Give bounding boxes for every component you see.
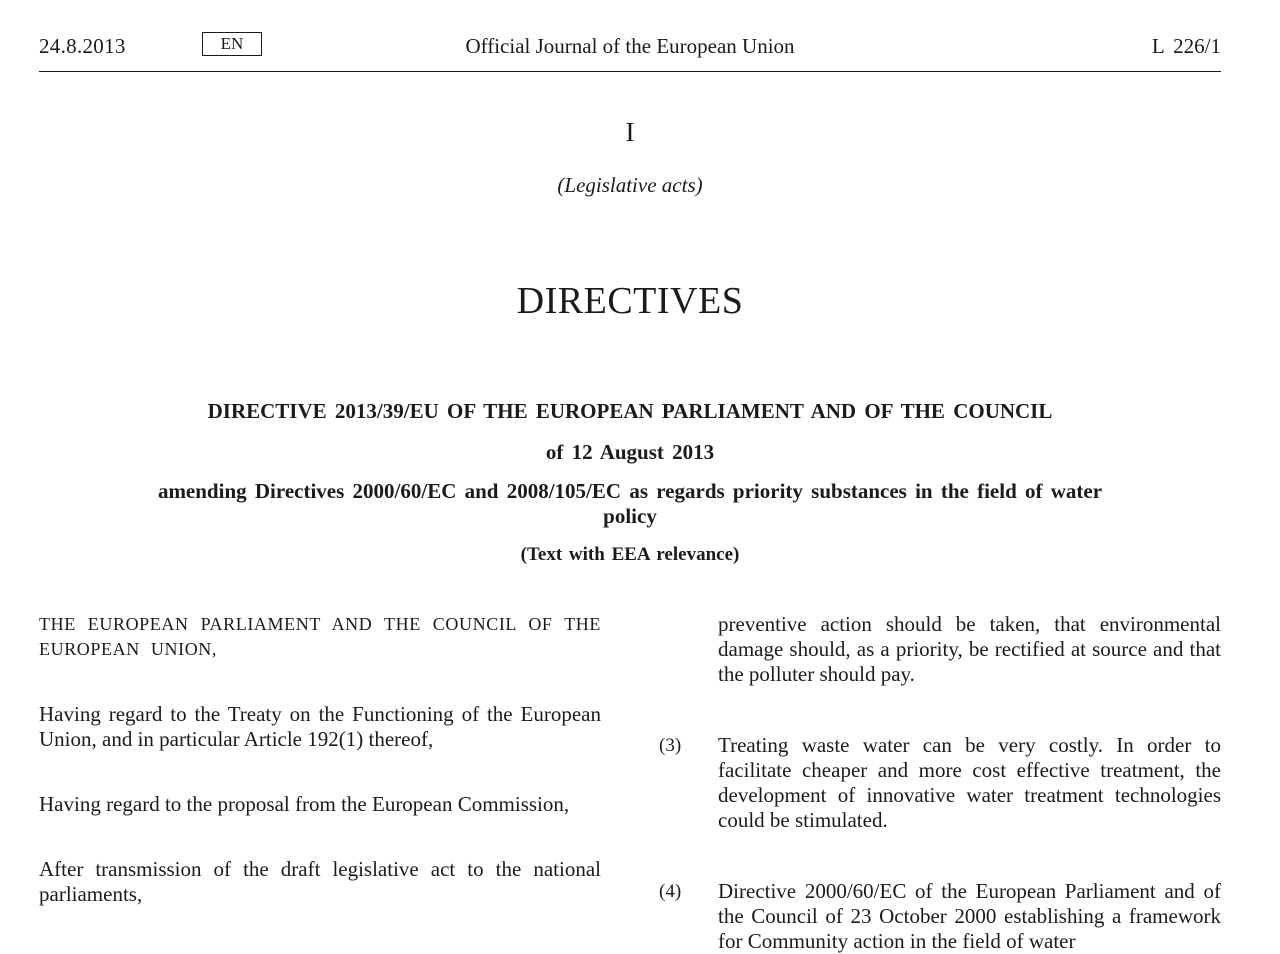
left-column <box>39 612 601 907</box>
right-column <box>659 612 1221 954</box>
section-heading: DIRECTIVES <box>516 280 744 322</box>
directive-date: of 12 August 2013 <box>545 440 715 464</box>
section-numeral: I <box>625 117 635 147</box>
recital-text: preventive action should be taken, that environmental damage should, as a priority, be rectified at source and that the polluter should pay. <box>718 612 1221 686</box>
recital-number: (4) <box>659 881 682 902</box>
journal-title: Official Journal of the European Union <box>465 34 795 58</box>
page-reference: L 226/1 <box>1151 34 1221 58</box>
recital-continuation <box>659 612 1221 687</box>
publication-date: 24.8.2013 <box>39 34 126 58</box>
citation-paragraph: Having regard to the proposal from the European Commission, <box>39 792 570 816</box>
directive-title: DIRECTIVE 2013/39/EU OF THE EUROPEAN PARLIAMENT AND OF THE COUNCIL <box>207 399 1053 423</box>
eea-relevance-note: (Text with EEA relevance) <box>520 544 740 565</box>
recital <box>659 733 1221 833</box>
recital-text: Treating waste water can be very costly. In order to facilitate cheaper and more cost effective treatment, the development of innovative water treatment technologies could be stimulated. <box>718 733 1221 832</box>
preamble-intro: THE EUROPEAN PARLIAMENT AND THE COUNCIL OF THE EUROPEAN UNION, <box>39 614 601 659</box>
directive-amending-line: amending Directives 2000/60/EC and 2008/105/EC as regards priority substances in the field of water policy <box>157 479 1103 528</box>
recital-text: Directive 2000/60/EC of the European Parliament and of the Council of 23 October 2000 establishing a framework for Community action in the field of water <box>718 879 1221 953</box>
recital <box>659 879 1221 954</box>
citation-paragraph: Having regard to the Treaty on the Functioning of the European Union, and in particular Article 192(1) thereof, <box>39 702 601 751</box>
journal-header <box>39 30 1221 72</box>
section-subtitle: (Legislative acts) <box>557 173 703 197</box>
citation-paragraph: After transmission of the draft legislative act to the national parliaments, <box>39 857 601 906</box>
language-badge: EN <box>202 32 262 56</box>
recital-number: (3) <box>659 735 682 756</box>
